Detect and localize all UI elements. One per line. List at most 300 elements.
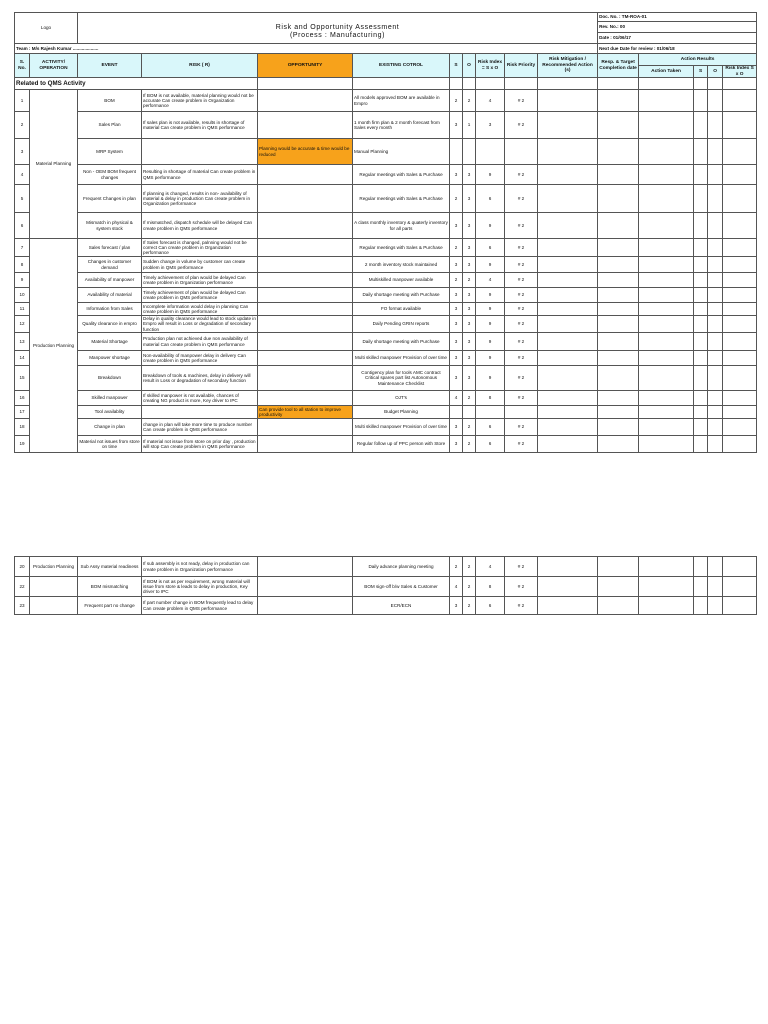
activity-production-planning: Production Planning [30,239,78,453]
empty-cell [639,90,694,112]
empty-cell [598,112,639,139]
empty-cell [639,213,694,239]
existing-control-cell: Regular meetings with Sales & Purchase [353,165,450,185]
empty-cell [723,288,757,303]
table-row [15,273,757,288]
empty-cell [708,257,723,273]
table-row [15,351,757,366]
risk-cell: Sudden change in volume by customer can create problem in QMS performance [142,257,258,273]
risk-cell [142,139,258,165]
row-number: 6 [15,213,30,239]
occurrence-cell: 3 [463,257,476,273]
empty-cell [639,597,694,615]
existing-control-cell: A class monthly inventory & quaterly inventory for all parts [353,213,450,239]
severity-cell: 4 [450,391,463,406]
risk-priority-cell: # 2 [505,391,538,406]
event-cell: Sales Plan [78,112,142,139]
empty-cell [694,316,708,333]
opportunity-cell [258,333,353,351]
empty-cell [694,436,708,453]
event-cell: Manpower shortage [78,351,142,366]
col-risk: RISK ( R) [142,54,258,78]
empty-cell [598,391,639,406]
opportunity-cell [258,213,353,239]
existing-control-cell: 2 month inventory stock maintained [353,257,450,273]
col-result-risk-index: Risk Index S x O [723,66,757,78]
team-name: Team : M/s Rajesh Kumar .................... [15,44,598,54]
risk-cell: Delay in quality clearance would lead to stock update in Empro will result in Loss or degradation of secondary function [143,316,256,332]
empty-cell [639,419,694,436]
row-number: 8 [15,257,30,273]
col-action-results: Action Results [639,54,757,66]
table-row [15,316,757,333]
title-line-2: (Process : Manufacturing) [289,32,386,40]
empty-cell [538,406,598,419]
occurrence-cell: 2 [463,273,476,288]
existing-control-cell: Multi skilled manpower Provision of over time [353,419,450,436]
risk-cell: Breakdown of tools & machines, delay in delivery will result in Loss or degradation of secondary function [142,366,258,391]
table-row [15,333,757,351]
risk-index-cell: 9 [476,165,505,185]
empty-cell [723,366,757,391]
empty-cell [538,333,598,351]
empty-cell [538,557,598,577]
empty-cell [598,333,639,351]
empty-cell [598,366,639,391]
severity-cell: 3 [450,316,463,333]
occurrence-cell: 3 [463,333,476,351]
empty-cell [694,257,708,273]
empty-cell [694,351,708,366]
row-number: 10 [15,288,30,303]
opportunity-cell [258,391,353,406]
occurrence-cell [463,406,476,419]
opportunity-cell [258,257,353,273]
severity-cell: 3 [450,112,463,139]
risk-index-cell: 6 [476,419,505,436]
empty-cell [538,239,598,257]
event-cell: Information from Sales [78,303,142,316]
risk-assessment-table [14,12,757,453]
empty-cell [538,316,598,333]
severity-cell [450,139,463,165]
empty-cell [694,90,708,112]
empty-cell [639,273,694,288]
severity-cell: 3 [450,257,463,273]
occurrence-cell: 3 [463,185,476,213]
col-result-o: O [708,66,723,78]
empty-cell [723,165,757,185]
occurrence-cell: 2 [463,557,476,577]
risk-cell: Resulting in shortage of material Can create problem in QMS performance [142,165,258,185]
risk-priority-cell: # 2 [505,112,538,139]
risk-index-cell: 9 [476,303,505,316]
severity-cell: 2 [450,273,463,288]
empty-cell [639,139,694,165]
empty-cell [708,112,723,139]
opportunity-cell [258,112,353,139]
empty-cell [708,303,723,316]
severity-cell: 3 [450,597,463,615]
empty-cell [639,303,694,316]
existing-control-cell: Regular meetings with Sales & Purchase [353,239,450,257]
occurrence-cell: 2 [463,436,476,453]
empty-cell [538,288,598,303]
empty-cell [708,185,723,213]
empty-cell [708,316,723,333]
severity-cell: 3 [450,366,463,391]
opportunity-cell [258,165,353,185]
risk-cell: If sub assembly is not ready, delay in production can create problem in Organization performance [142,557,258,577]
empty-cell [708,165,723,185]
risk-cell: Production plan not achieved due non availability of material Can create problem in QMS performance [142,333,258,351]
existing-control-cell: BOM sign-off b/w Sales & Customer [353,577,450,597]
document-date: Date : 01/06/17 [598,33,757,44]
row-number: 20 [15,557,30,577]
existing-control-cell: Regular follow up of PPC person with Store [353,436,450,453]
empty-cell [538,366,598,391]
doc-number: Doc. No. : TM-ROA-01 [598,13,757,22]
empty-cell [639,288,694,303]
empty-cell [639,366,694,391]
empty-cell [723,90,757,112]
empty-cell [723,333,757,351]
title-line-1: Risk and Opportunity Assessment [275,24,400,32]
empty-cell [708,557,723,577]
risk-priority-cell: # 2 [505,333,538,351]
occurrence-cell: 2 [463,391,476,406]
empty-cell [694,366,708,391]
row-number: 14 [15,351,30,366]
existing-control-cell: Budget Planning [353,406,450,419]
empty-cell [708,436,723,453]
empty-cell [694,333,708,351]
risk-priority-cell [505,139,538,165]
empty-cell [708,333,723,351]
empty-cell [538,391,598,406]
risk-index-cell: 6 [476,436,505,453]
risk-priority-cell: # 2 [505,239,538,257]
risk-priority-cell: # 2 [505,351,538,366]
empty-cell [723,577,757,597]
empty-cell [723,303,757,316]
empty-cell [694,213,708,239]
empty-cell [538,185,598,213]
event-cell: BOM mismatching [78,577,142,597]
empty-cell [694,185,708,213]
risk-index-cell: 4 [476,90,505,112]
empty-cell [694,391,708,406]
table-row [15,391,757,406]
opportunity-cell [258,90,353,112]
empty-cell [708,239,723,257]
event-cell: Material not issues from store on time [78,436,142,453]
empty-cell [598,257,639,273]
empty-cell [538,213,598,239]
risk-priority-cell: # 2 [505,213,538,239]
empty-cell [639,391,694,406]
occurrence-cell: 3 [463,351,476,366]
opportunity-cell [258,185,353,213]
event-cell: Non - OEM BOM frequent changes [78,165,142,185]
empty-cell [639,577,694,597]
event-cell: Quality clearance in empro [78,316,142,333]
row-number: 19 [15,436,30,453]
empty-cell [598,165,639,185]
table-row [15,419,757,436]
risk-cell: Non-availability of manpower delay in delivery Can create problem in QMS performance [142,351,258,366]
empty-cell [639,257,694,273]
existing-control-cell: Manual Planning [353,139,450,165]
col-existing-control: EXISTING COTROL [353,54,450,78]
col-risk-index: Risk Index = S x O [476,54,505,78]
empty-cell [538,597,598,615]
severity-cell: 3 [450,351,463,366]
empty-cell [708,366,723,391]
risk-index-cell: 6 [476,239,505,257]
occurrence-cell: 3 [463,213,476,239]
table-row [15,288,757,303]
risk-priority-cell: # 2 [505,303,538,316]
empty-cell [538,436,598,453]
empty-cell [598,577,639,597]
event-cell: Changes in customer demand [78,257,142,273]
risk-priority-cell: # 2 [505,436,538,453]
occurrence-cell: 3 [463,165,476,185]
severity-cell: 2 [450,557,463,577]
empty-cell [723,316,757,333]
empty-cell [694,165,708,185]
empty-cell [639,165,694,185]
row-number: 15 [15,366,30,391]
risk-priority-cell: # 2 [505,366,538,391]
empty-cell [723,139,757,165]
empty-cell [708,419,723,436]
empty-cell [723,597,757,615]
empty-cell [694,288,708,303]
col-event: EVENT [78,54,142,78]
empty-cell [538,112,598,139]
opportunity-cell [258,436,353,453]
logo: Logo [15,13,78,44]
empty-cell [723,112,757,139]
col-s: S [450,54,463,78]
empty-cell [694,112,708,139]
table-row [15,213,757,239]
table-row [15,366,757,391]
activity-production-planning: Production Planning [30,557,78,577]
severity-cell: 3 [450,288,463,303]
risk-cell [142,406,258,419]
table-row [15,185,757,213]
existing-control-cell: Daily advance planning meeting [353,557,450,577]
empty-cell [639,239,694,257]
risk-index-cell: 8 [476,391,505,406]
empty-cell [598,273,639,288]
table-row [15,90,757,112]
table-row [15,165,757,185]
event-cell: Breakdown [78,366,142,391]
occurrence-cell: 1 [463,112,476,139]
risk-priority-cell: # 2 [505,577,538,597]
empty-cell [538,90,598,112]
empty-cell [723,557,757,577]
existing-control-cell: Daily Pending GRIN reports [353,316,450,333]
occurrence-cell: 2 [463,90,476,112]
empty-cell [694,577,708,597]
empty-cell [723,436,757,453]
table-row [15,303,757,316]
existing-control-cell: Multiskilled manpower available [353,273,450,288]
empty-cell [723,406,757,419]
existing-control-cell: Daily shortage meeting with Purchase [353,288,450,303]
row-number: 17 [15,406,30,419]
empty-cell [538,577,598,597]
risk-index-cell: 9 [476,351,505,366]
severity-cell: 3 [450,333,463,351]
risk-cell: Incomplete information would delay in planning Can create problem in QMS performance [142,303,258,316]
event-cell: Tool availablity [78,406,142,419]
col-o: O [463,54,476,78]
empty-cell [708,351,723,366]
empty-cell [538,273,598,288]
empty-cell [694,239,708,257]
empty-cell [639,333,694,351]
event-cell: MRP System [78,139,142,165]
empty-cell [723,239,757,257]
occurrence-cell: 3 [463,288,476,303]
empty-cell [639,557,694,577]
empty-cell [708,139,723,165]
risk-index-cell: 3 [476,112,505,139]
empty-cell [538,139,598,165]
existing-control-cell: OJT's [353,391,450,406]
empty-cell [723,419,757,436]
empty-cell [639,185,694,213]
risk-index-cell [476,406,505,419]
risk-cell: Timely achievement of plan would be delayed Can create problem in QMS performance [142,288,258,303]
empty-cell [30,577,78,597]
empty-cell [538,351,598,366]
occurrence-cell: 3 [463,366,476,391]
opportunity-cell [258,273,353,288]
risk-index-cell: 6 [476,185,505,213]
empty-cell [694,406,708,419]
severity-cell: 3 [450,303,463,316]
occurrence-cell: 2 [463,419,476,436]
empty-cell [598,139,639,165]
revision-number: Rev. No.: 00 [598,22,757,33]
existing-control-cell: Multi skilled manpower Provision of over time [353,351,450,366]
empty-cell [639,436,694,453]
event-cell: Availability of manpower [78,273,142,288]
event-cell: Mismatch in physical & system stock [78,213,142,239]
empty-cell [598,239,639,257]
risk-priority-cell: # 2 [505,185,538,213]
opportunity-cell: Planning would be accurate & time would be reduced [258,139,353,165]
existing-control-cell: Contigency plan for tools AMC contract Critical spares part list Autonomous Maintenance Checklist [353,366,450,391]
empty-cell [708,577,723,597]
empty-cell [639,316,694,333]
event-cell: Material Shortage [78,333,142,351]
event-cell: Change in plan [78,419,142,436]
existing-control-cell: 1 month firm plan & 2 month forecast from Sales every month [353,112,450,139]
risk-index-cell: 9 [476,316,505,333]
risk-index-cell [476,139,505,165]
risk-index-cell: 9 [476,333,505,351]
empty-cell [723,257,757,273]
empty-cell [598,316,639,333]
risk-index-cell: 4 [476,557,505,577]
event-cell: Skilled manpower [78,391,142,406]
existing-control-cell: Daily shortage meeting with Purchase [353,333,450,351]
empty-cell [538,419,598,436]
risk-index-cell: 6 [476,597,505,615]
risk-cell: If planning is changed, results in non- availability of material & delay in production Can create problem in Organization performance [142,185,258,213]
col-result-s: S [694,66,708,78]
event-cell: Frequent Changes in plan [78,185,142,213]
risk-cell: If skilled manpower is not available, chances of creating NG product is more, Key driver to IPC [142,391,258,406]
table-row [15,257,757,273]
table-row [15,436,757,453]
risk-cell: If material not issue from store on prior day , production will stop Can create problem in QMS performance [142,436,258,453]
opportunity-cell [258,557,353,577]
row-number: 1 [15,90,30,112]
risk-cell: If sales plan is not available, results in shortage of material Can create problem in QMS performance [142,112,258,139]
row-number: 18 [15,419,30,436]
section-title: Related to QMS Activity [15,78,258,90]
risk-index-cell: 9 [476,213,505,239]
row-number: 16 [15,391,30,406]
occurrence-cell: 3 [463,239,476,257]
risk-cell: change in plan will take more time to produce number Can create problem in QMS performance [142,419,258,436]
risk-priority-cell: # 2 [505,90,538,112]
col-opportunity: OPPORTUNITY [258,54,353,78]
risk-cell: Timely achievement of plan would be delayed Can create problem in Organization performance [142,273,258,288]
existing-control-cell: FO format available [353,303,450,316]
table-row [15,239,757,257]
risk-priority-cell: # 2 [505,165,538,185]
row-number: 4 [15,165,30,185]
empty-cell [708,273,723,288]
empty-cell [723,273,757,288]
severity-cell: 3 [450,165,463,185]
row-number: 7 [15,239,30,257]
table-row [15,139,757,165]
empty-cell [708,90,723,112]
row-number: 2 [15,112,30,139]
table-row [15,406,757,419]
col-action-taken: Action Taken [639,66,694,78]
risk-index-cell: 8 [476,577,505,597]
risk-cell: If mismatched, dispatch schedule will be delayed Can create problem in QMS performance [142,213,258,239]
event-cell: BOM [78,90,142,112]
table-row [15,112,757,139]
empty-cell [694,303,708,316]
empty-cell [708,288,723,303]
risk-priority-cell: # 2 [505,273,538,288]
empty-cell [694,139,708,165]
table-row [15,557,757,577]
severity-cell: 3 [450,419,463,436]
row-number: 12 [15,316,30,333]
opportunity-cell: Can provide tool to all station to improve productivity [258,406,353,419]
event-cell: Sales forecast / plan [78,239,142,257]
empty-cell [723,185,757,213]
empty-cell [694,419,708,436]
col-risk-priority: Risk Priority [505,54,538,78]
row-number: 13 [15,333,30,351]
